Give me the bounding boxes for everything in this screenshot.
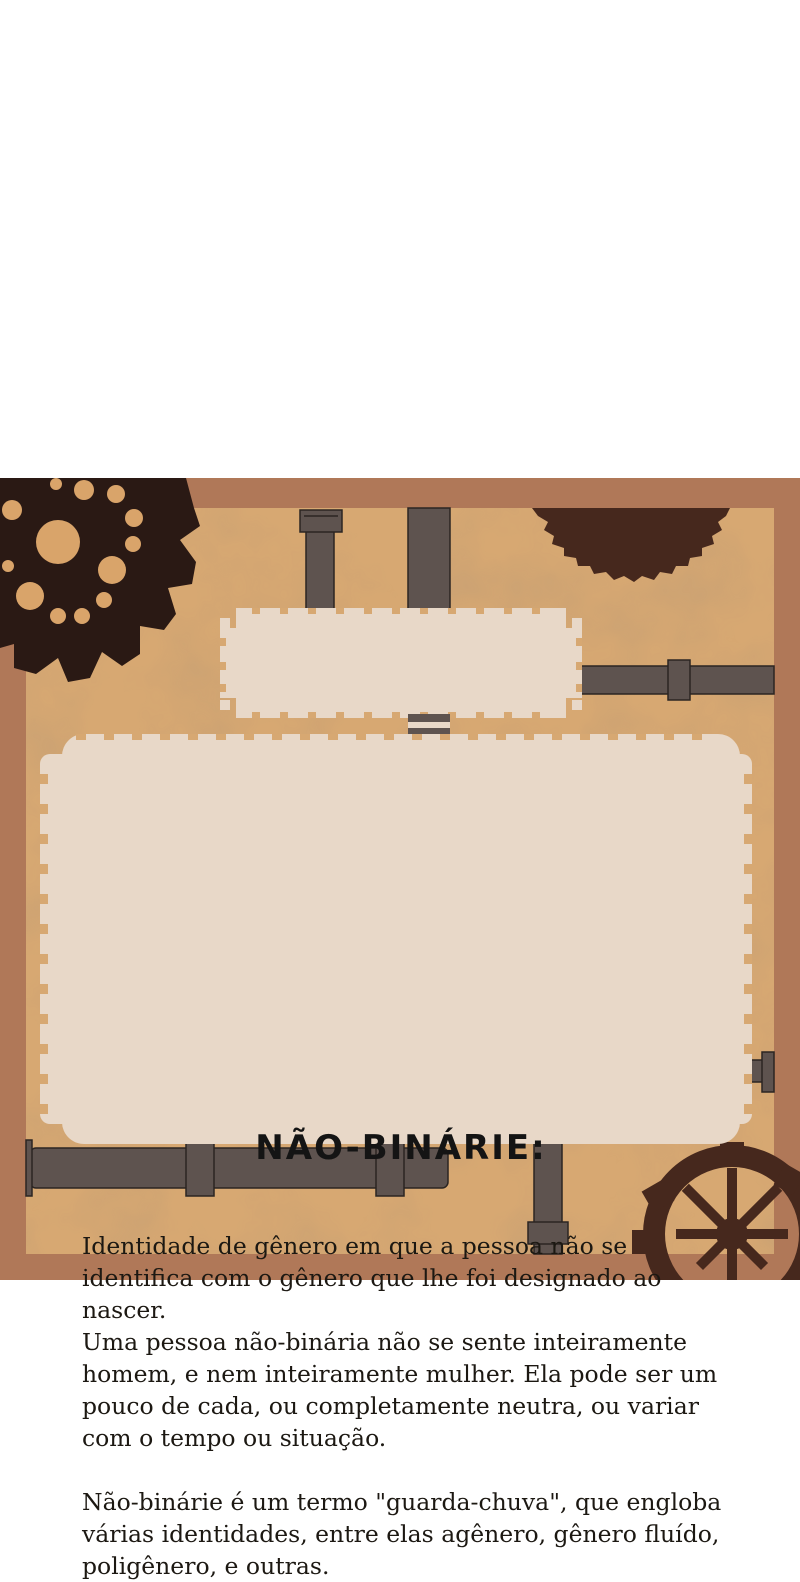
umbrella-paragraph: Não-binárie é um termo "guarda-chuva", que engloba várias identidades, entre elas agênero, gênero fluído, poligênero, e outras. xyxy=(82,1488,722,1580)
blank-area xyxy=(0,0,800,478)
pipe-icon xyxy=(570,660,774,700)
definition-paragraph: Uma pessoa não-binária não se sente inteiramente homem, e nem inteiramente mulher. Ela pode ser um pouco de cada, ou completamente neutra, ou variar com o tempo ou situação. xyxy=(82,1328,718,1452)
body-card xyxy=(40,714,752,1144)
pipe-icon xyxy=(408,508,450,612)
title-plate xyxy=(220,608,582,718)
definition-text xyxy=(82,1230,732,1582)
info-panel xyxy=(0,478,800,1580)
card-title: NÃO-BINÁRIE: xyxy=(255,1128,547,1168)
definition-paragraph: Identidade de gênero em que a pessoa não se identifica com o gênero que lhe foi designado ao nascer. xyxy=(82,1232,662,1324)
